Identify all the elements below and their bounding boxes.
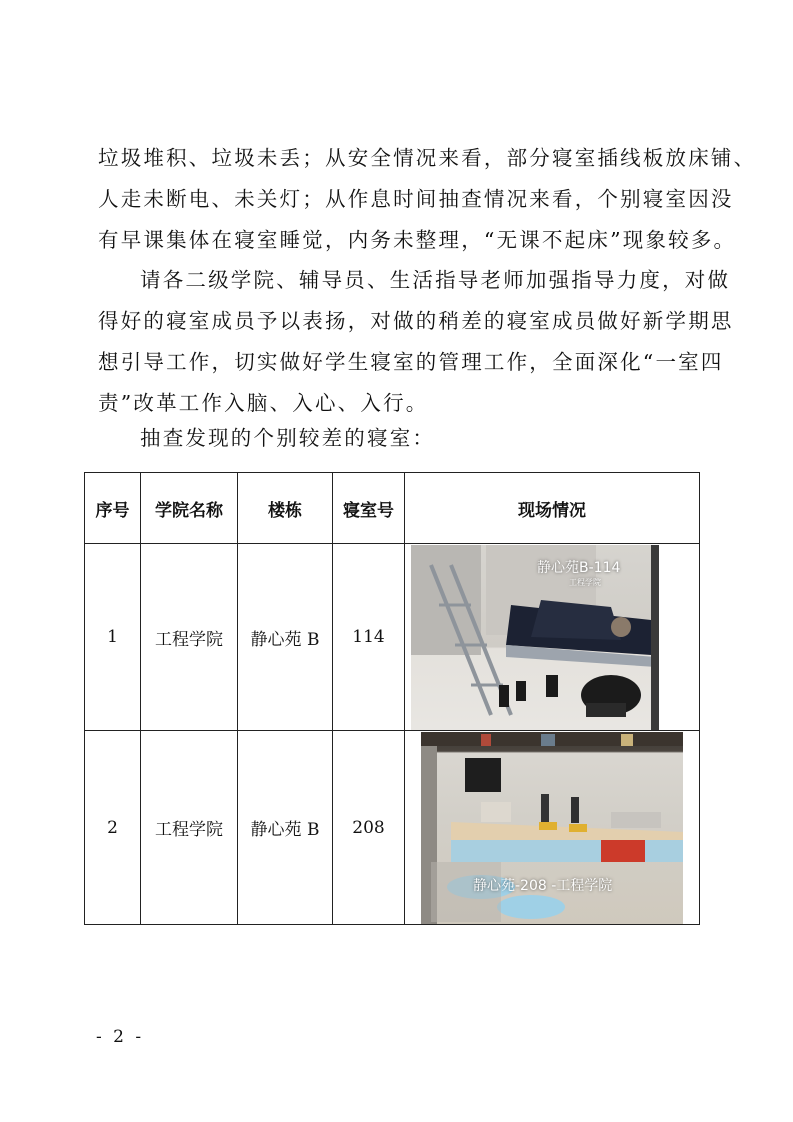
cell-college: 工程学院	[141, 544, 238, 731]
cell-photo	[405, 544, 700, 731]
cell-building: 静心苑 B	[238, 544, 333, 731]
header-building: 楼栋	[238, 473, 333, 544]
text-line: 得好的寝室成员予以表扬，对做的稍差的寝室成员做好新学期思	[98, 309, 734, 333]
text-line: 有早课集体在寝室睡觉，内务未整理，“无课不起床”现象较多。	[98, 228, 737, 252]
header-college: 学院名称	[141, 473, 238, 544]
photo-caption: 静心苑B-114	[537, 559, 621, 576]
page-number: - 2 -	[96, 1027, 145, 1047]
cell-room: 114	[333, 544, 405, 731]
photo-caption: 静心苑-208 -工程学院	[473, 877, 613, 894]
paragraph-safety-findings	[98, 138, 757, 261]
text-line: 想引导工作，切实做好学生寝室的管理工作，全面深化“一室四	[98, 350, 724, 374]
cell-photo	[405, 731, 700, 925]
header-situation: 现场情况	[405, 473, 700, 544]
dorm-inspection-table	[84, 472, 700, 925]
cell-building: 静心苑 B	[238, 731, 333, 925]
table-header-row	[85, 473, 700, 544]
cell-no: 1	[85, 544, 141, 731]
dorm-photo-208	[421, 732, 683, 924]
text-line: 责”改革工作入脑、入心、入行。	[98, 391, 429, 415]
table-intro: 抽查发现的个别较差的寝室：	[140, 426, 436, 450]
dorm-photo-208-drawing	[421, 732, 683, 924]
table-row	[85, 731, 700, 925]
cell-college: 工程学院	[141, 731, 238, 925]
table-row	[85, 544, 700, 731]
photo-subcaption: 工程学院	[569, 577, 601, 587]
text-line: 人走未断电、未关灯；从作息时间抽查情况来看，个别寝室因没	[98, 187, 734, 211]
cell-no: 2	[85, 731, 141, 925]
cell-room: 208	[333, 731, 405, 925]
header-room: 寝室号	[333, 473, 405, 544]
dorm-photo-114-drawing	[411, 545, 659, 730]
header-no: 序号	[85, 473, 141, 544]
dorm-photo-114	[411, 545, 659, 730]
paragraph-instructions	[98, 260, 734, 424]
text-line: 垃圾堆积、垃圾未丢；从安全情况来看，部分寝室插线板放床铺、	[98, 146, 757, 170]
text-line: 请各二级学院、辅导员、生活指导老师加强指导力度，对做	[140, 268, 731, 292]
